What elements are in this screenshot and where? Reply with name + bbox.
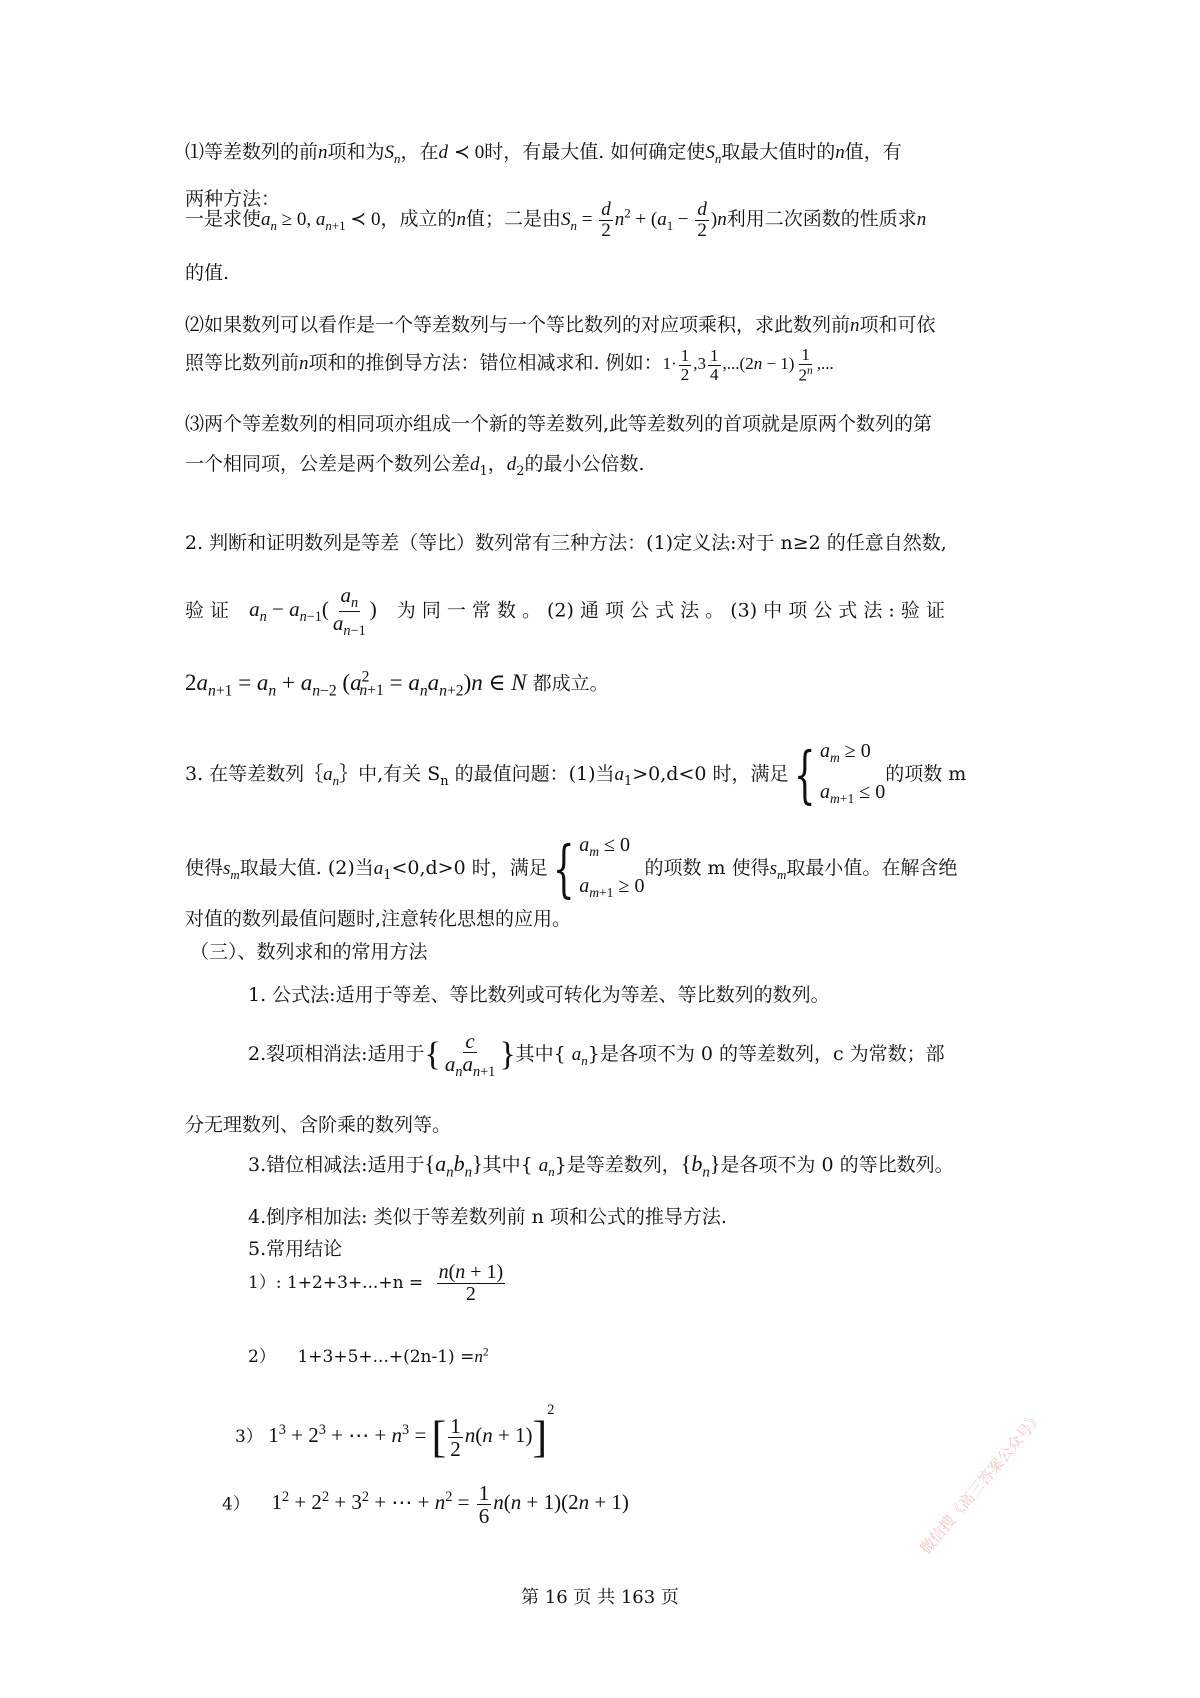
text: 时，有最大值. 如何确定使	[484, 141, 706, 163]
text: 验 证	[185, 599, 230, 622]
text: 1. 公式法:适用于等差、等比数列或可转化为等差、等比数列的数列。	[248, 984, 830, 1006]
method-4	[248, 1202, 727, 1229]
text: 3. 在等差数列｛	[185, 763, 324, 785]
system-of-inequalities: { $a_m \ge 0$ $a_{m+1} \le 0$	[793, 738, 886, 811]
text: 值，有	[844, 141, 902, 163]
text: 的项数 m 使得	[644, 857, 770, 879]
paragraph-2-line-2: 照等比数列前n项和的推倒导方法：错位相减求和. 例如：1· $\frac{1}{2}$ ,3 $\frac{1}{4}$ ,...(2n − 1) $\frac{1}{2^n}$ ,...	[185, 345, 834, 385]
method-2: 2.裂项相消法:适用于{ $\frac{c}{a_na_{n+1}}$ }其中{ $a_n$}是各项不为 0 的等差数列，c 为常数；部	[248, 1029, 945, 1081]
text: 分无理数列、含阶乘的数列等。	[185, 1114, 452, 1136]
text: 其中{	[482, 1154, 533, 1176]
section-2-line-2: 验 证 $a_n - a_{n-1}$( $\frac{a_n}{a_{n-1}}$ ) 为 同 一 常 数 。 (2) 通 项 公 式 法 。 (3) 中 项 公 式 法 : 验 证	[185, 583, 945, 640]
text: 的最小公倍数.	[524, 453, 645, 475]
system-of-inequalities: { $a_m \le 0$ $a_{m+1} \ge 0$	[552, 832, 645, 905]
text: }是等差数列，	[554, 1154, 681, 1176]
text: 1）: 1+2+3+...+n =	[248, 1273, 424, 1293]
method-2-continued	[185, 1110, 451, 1137]
text: 项和可依	[859, 314, 936, 336]
text: 两种方法：	[185, 187, 281, 210]
text: 的项数 m	[885, 763, 967, 785]
text: ，在	[400, 141, 439, 163]
text: <0,d>0 时，满足	[391, 857, 548, 879]
text: 取最大值时的	[721, 141, 836, 163]
paragraph-2-line-1: ⑵如果数列可以看作是一个等差数列与一个等比数列的对应项乘积，求此数列前n项和可依	[185, 314, 936, 336]
paragraph-3: ⑶两个等差数列的相同项亦组成一个新的等差数列,此等差数列的首项就是原两个数列的第 一个相同项，公差是两个数列公差$d_1$，$d_2$的最小公倍数.	[185, 413, 933, 479]
text: ，成立的	[380, 207, 457, 230]
paragraph-1-line-3: 一是求使$a_n \ge 0$, $a_{n+1}$ ≺ 0，成立的n值；二是由$S_n$ = $\frac{d}{2}$ $n^2 + (a_1$ − $\frac{d}{2}$ )n利用二次函数的性质求n	[185, 199, 927, 241]
text: 使得	[185, 857, 224, 879]
text: 是各项不为 0 的等比数列。	[720, 1154, 954, 1176]
text: 的最值问题：(1)当	[454, 763, 615, 785]
result-3: 3） $1^3 + 2^3$ + ⋯ + $n^3$ = [ $\frac{1}{2}$ n(n + 1)]$^2$	[235, 1402, 555, 1462]
text: 的值.	[185, 262, 230, 284]
result-2: 2） $1+3+5+...+(2n-1) =n^2$	[248, 1345, 489, 1367]
text: 取最大值. (2)当	[239, 857, 374, 879]
text: 项和为	[327, 141, 385, 163]
text: 2）	[248, 1347, 276, 1367]
text: ｝中,有关 S	[339, 763, 441, 785]
method-1	[248, 980, 830, 1007]
section-2-line-3: $2a_{n+1} = a_n + a_{n-2}$ $(a^2_{n+1} = a_na_{n+2})n$ ∈ N 都成立。	[185, 668, 609, 700]
method-3: 3.错位相减法:适用于$\{a_nb_n\}$其中{ $a_n$}是等差数列，$\{b_n\}$是各项不为 0 的等比数列。	[248, 1151, 954, 1181]
text: 2. 判断和证明数列是等差（等比）数列常有三种方法：(1)定义法:对于 n≥2 的任意自然数,	[185, 532, 947, 554]
text: 5.常用结论	[248, 1238, 343, 1260]
text: 4）	[222, 1494, 250, 1515]
text: 利用二次函数的性质求	[726, 207, 917, 230]
text: ⑴等差数列的前	[185, 141, 319, 163]
text: }是各项不为 0 的等差数列，c 为常数；部	[587, 1043, 945, 1066]
text: 一个相同项，公差是两个数列公差	[185, 453, 471, 475]
text: 3.错位相减法:适用于	[248, 1154, 425, 1176]
watermark: 微信搜《高三答案公众号》	[916, 1408, 1047, 1558]
text: 4.倒序相加法: 类似于等差数列前 n 项和公式的推导方法.	[248, 1206, 727, 1228]
text: 对值的数列最值问题时,注意转化思想的应用。	[185, 908, 572, 930]
text: ⑵如果数列可以看作是一个等差数列与一个等比数列的对应项乘积，求此数列前	[185, 314, 851, 336]
text: 3）	[235, 1427, 263, 1447]
text: 照等比数列前	[185, 352, 300, 375]
text: 2.裂项相消法:适用于	[248, 1043, 425, 1066]
paragraph-1: ⑴等差数列的前n项和为$S_n$，在d ≺ 0时，有最大值. 如何确定使$S_n$取最大值时的n值，有 两种方法：	[185, 141, 902, 210]
text: 项和的推倒导方法：错位相减求和. 例如：	[308, 352, 663, 375]
text: 为 同 一 常 数 。 (2) 通 项 公 式 法 。 (3) 中 项 公 式 法 : 验 证	[396, 599, 945, 622]
text: 一是求使	[185, 207, 262, 230]
method-5	[248, 1234, 342, 1261]
text: （三）、数列求和的常用方法	[190, 941, 428, 963]
section-3-line-3	[185, 904, 571, 931]
section-heading	[190, 937, 428, 964]
text: 其中{	[515, 1043, 566, 1066]
result-1: 1）: 1+2+3+...+n = $\frac{n(n + 1)}{2}$	[248, 1261, 504, 1305]
text: >0,d<0 时，满足	[632, 763, 789, 785]
page-footer: 第 16 页 共 163 页	[521, 1587, 679, 1608]
text: 值；二是由	[466, 207, 562, 230]
text: 1+3+5+...+(2n-1) =	[297, 1347, 475, 1367]
section-3-line-1: 3. 在等差数列$\{a_n\}$中,有关 $S_n$ 的最值问题：(1)当$a_1>0,d<0$ 时，满足 { $a_m \ge 0$ $a_{m+1} \le 0$ 的项数 m	[185, 734, 966, 816]
text: 取最小值。在解含绝	[786, 857, 958, 879]
text: 都成立。	[532, 672, 609, 695]
paragraph-1-line-4	[185, 258, 229, 285]
section-2-line-1	[185, 528, 947, 555]
result-4: 4） $1^2 + 2^2 + 3^2$ + ⋯ + $n^2$ = $\frac{1}{6}$ n(n + 1)(2n + 1)	[222, 1481, 629, 1529]
text: ⑶两个等差数列的相同项亦组成一个新的等差数列,此等差数列的首项就是原两个数列的第	[185, 413, 933, 435]
section-3-line-2: 使得$s_m$取最大值. (2)当$a_1<0,d>0$ 时，满足 { $a_m \le 0$ $a_{m+1} \ge 0$ 的项数 m 使得$s_m$取最小值。在解含绝	[185, 828, 957, 910]
